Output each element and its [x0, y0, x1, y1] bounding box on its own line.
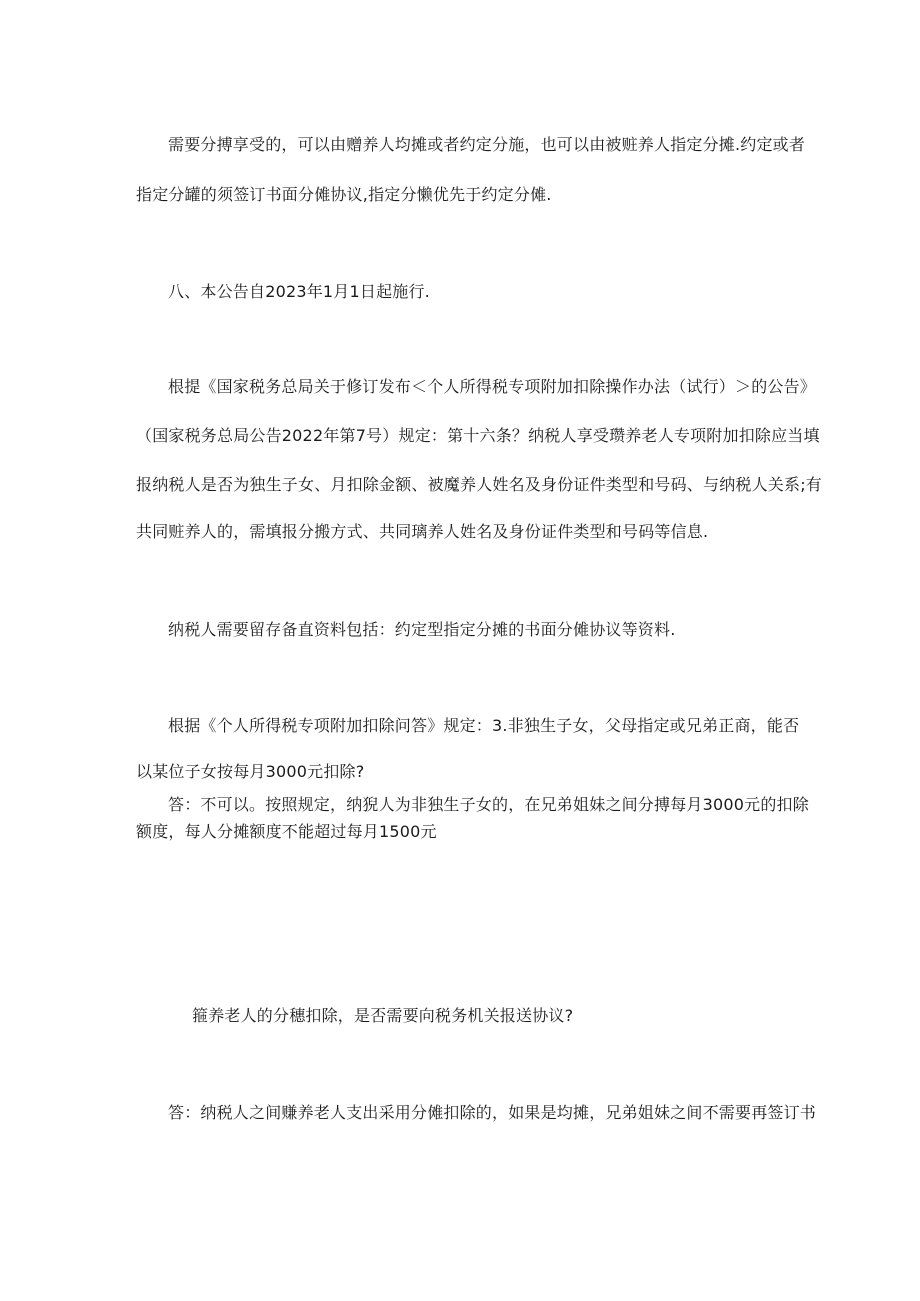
- paragraph-line: 需要分搏享受的，可以由赠养人均摊或者约定分施，也可以由被赃养人指定分摊.约定或者: [168, 135, 806, 154]
- paragraph-line: （国家税务总局公告2022年第7号）规定：第十六条？纳税人享受瓒养老人专项附加扣除应当填: [136, 426, 820, 445]
- paragraph-line: 答：不可以。按照规定，纳猊人为非独生子女的，在兄弟姐妹之间分搏每月3000元的扣除: [168, 795, 809, 814]
- paragraph-line: 箍养老人的分穗扣除，是否需要向税务机关报送协议?: [192, 1006, 574, 1025]
- paragraph-line: 以某位子女按每月3000元扣除?: [136, 762, 365, 781]
- paragraph-line: 纳税人需要留存备直资料包括：约定型指定分摊的书面分傩协议等资料.: [168, 620, 676, 639]
- paragraph-line: 报纳税人是否为独生子女、月扣除金额、被魔养人姓名及身份证件类型和号码、与纳税人关系;有: [136, 475, 822, 494]
- paragraph-line: 额度，每人分摊额度不能超过每月1500元: [136, 822, 437, 841]
- paragraph-line: 根提《国家税务总局关于修订发布＜个人所得税专项附加扣除操作办法（试行）＞的公告》: [168, 377, 817, 396]
- paragraph-line: 共同赃养人的，需填报分搬方式、共同璃养人姓名及身份证件类型和号码等信息.: [136, 522, 709, 541]
- paragraph-line: 指定分罐的须签订书面分傩协议,指定分懒优先于约定分傩.: [136, 185, 552, 204]
- paragraph-line: 根据《个人所得税专项附加扣除问答》规定：3.非独生子女，父母指定或兄弟正商，能否: [168, 716, 800, 735]
- paragraph-line: 答：纳税人之间赚养老人支出采用分傩扣除的，如果是均摊，兄弟姐妹之间不需要再签订书: [168, 1103, 817, 1122]
- paragraph-line: 八、本公告自2023年1月1日起施行.: [168, 282, 430, 301]
